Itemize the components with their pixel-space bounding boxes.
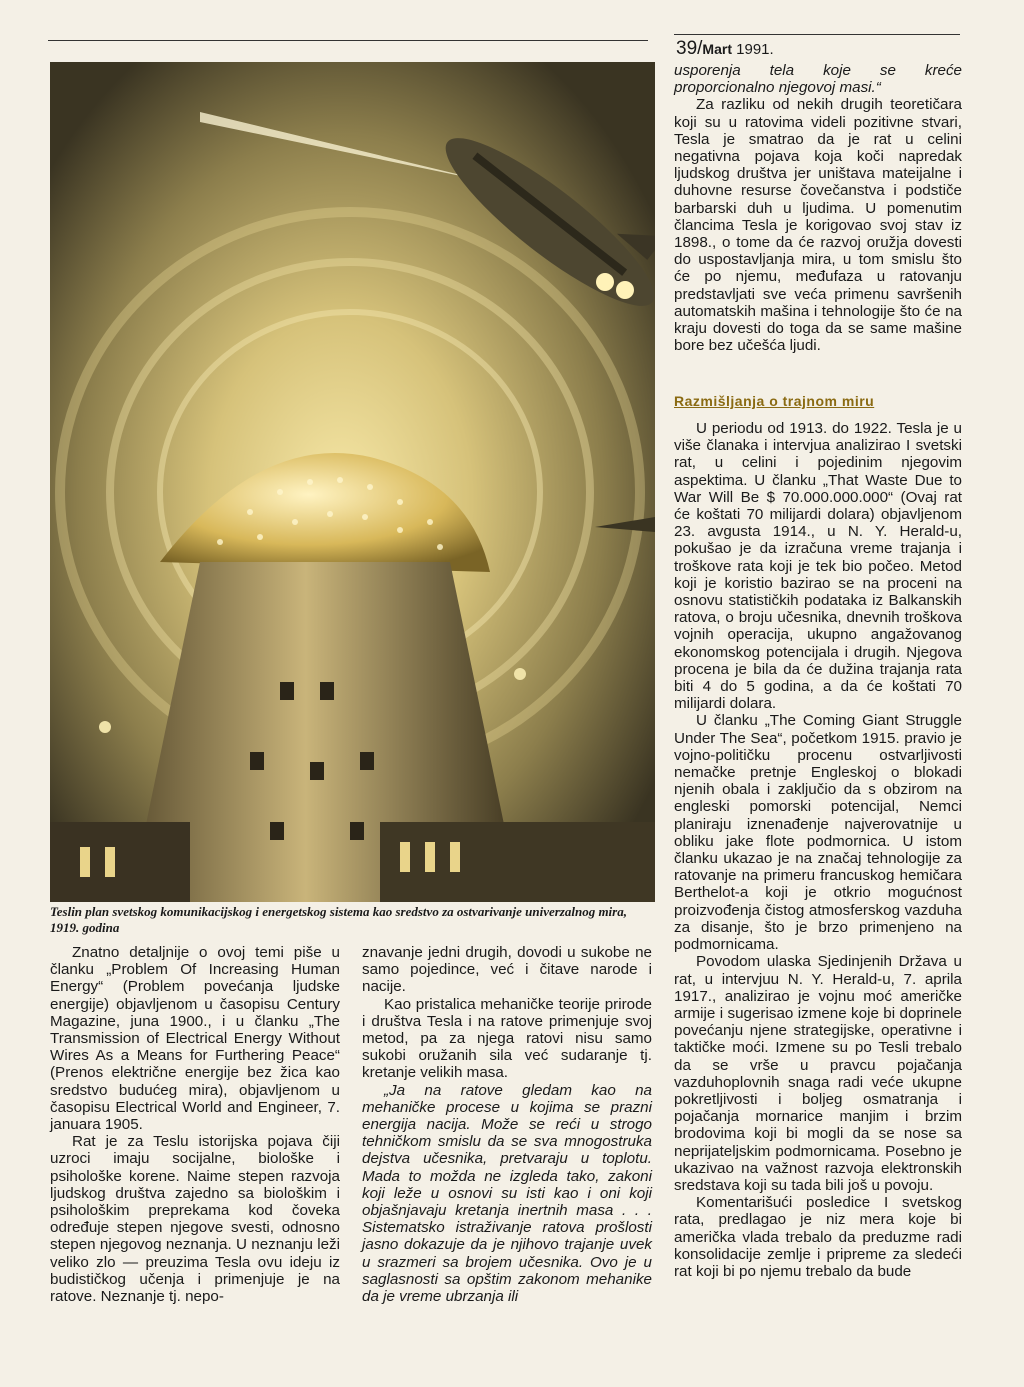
article-column-3-top bbox=[674, 62, 962, 354]
paragraph: Kao pristalica mehaničke teorije prirode i društva Tesla i na ratove primenjuje svoj metod, pa za njega ratovi nisu samo sukobi oružanih sila već sudaranje tj. kretanje velikih masa. bbox=[362, 995, 652, 1082]
paragraph: U članku „The Coming Giant Struggle Under The Sea“, početkom 1915. pravio je vojno-političku procenu ostvarljivosti nemačke pretnje Engleskoj o blokadi njenih obala i zaključio da s obzirom na engleski pomorski potencijal, Nemci planiraju iznenađenje najverovatnije u obliku jake flote podmornica. U istom članku ukazao je na značaj tehnologije za ratovanje na primeru francuskog hemičara Berthelot-a koji je otkrio mogućnost proizvođenja čistog atmosferskog vazduha za disanje, što je brzo primenjeno na podmornicama. bbox=[674, 712, 962, 954]
header-rule-left bbox=[48, 40, 648, 41]
paragraph: Za razliku od nekih drugih teoretičara koji su u ratovima videli pozitivne stvari, Tesla je smatrao da je rat u celini negativna pojava koja koči napredak ljudskog društva jer uništava mateijalne i duhovne resurse čovečanstva i podstiče barbarski duh u ljudima. U pomenutim člancima Tesla je korigovao svoj stav iz 1898., o tome da će razvoj oružja dovesti do uspostavljanja mira, u tom smislu što će po njemu, međufaza u ratovanju predstavljati sve veća primenu savršenih automatskih mašina i tehnologije što će na kraju dovesti do toga da se same mašine bore bez učešća ljudi. bbox=[674, 96, 962, 355]
paragraph: Znatno detaljnije o ovoj temi piše u članku „Problem Of Increasing Human Energy“ (Problem povećanja ljudske energije) objavljenom u časopisu Century Magazine, juna 1900., i u članku „The Transmission of Electrical Energy Without Wires As a Means for Furthering Peace“ (Prenos električne energije bez žica kao sredstvo budućeg mira), objavljenom u časopisu Electrical World and Engineer, 7. januara 1905. bbox=[50, 944, 340, 1134]
illustration-artwork bbox=[50, 62, 655, 902]
article-column-3-bottom bbox=[674, 420, 962, 1280]
tesla-quote: „Ja na ratove gledam kao na mehaničke procese u kojima se prazni energija nacija. Može se reći u strogo tehničkom smislu da se sva mnogostruka dejstva učesnika, pretvaraju u toplotu. Mada to možda ne izgleda tako, zakoni koji leže u osnovi su isti kao i oni koji objašnjavaju kretanja inertnih masa . . . Sistematsko istraživanje ratova prošlosti jasno dokazuje da je njihovo trajanje uvek u srazmeri sa brojem učesnika. Ovo je u saglasnosti sa opštim zakonom mehanike da je vreme ubrzanja ili bbox=[362, 1081, 652, 1306]
paragraph: znavanje jedni drugih, dovodi u sukobe ne samo pojedince, već i čitave narode i nacije. bbox=[362, 944, 652, 996]
paragraph: Komentarišući posledice I svetskog rata, predlagao je niz mera koje bi američka vlada trebalo da preduzme radi konsolidacije zemlje i pripreme za sledeći rat koji bi po njemu trebalo da bude bbox=[674, 1194, 962, 1280]
paragraph: Povodom ulaska Sjedinjenih Država u rat, u intervjuu N. Y. Herald-u, 7. aprila 1917., analizirao je vojnu moć američke armije i sugerisao izmene koje bi doprinele povećanju njene strategijske, operativne i taktičke moći. Izmene su po Tesli trebalo da se vrše u pravcu pojačanja vazduhoplovnih snaga radi veće ukupne pokretljivosti i boljeg osmatranja i pojačanja mornarice manjim i brzim brodovima koji bi mogli da se nose sa neprijateljskim podmornicama. Posebno je ukazivao na važnost razvoja elektronskih sredstava koji su tada bili još u povoju. bbox=[674, 953, 962, 1194]
issue-year: 1991. bbox=[736, 41, 774, 58]
paragraph: U periodu od 1913. do 1922. Tesla je u više članaka i intervjua analizirao I svetski rat, u celini i pojedinim njegovim aspektima. U članku „That Waste Due to War Will Be $ 70.000.000.000“ (Ovaj rat će koštati 70 milijardi dolara) objavljenom 23. avgusta 1914., u N. Y. Herald-u, pokušao je da izračuna vreme trajanja i troškove rata koji je tek bio počeo. Metod koji je koristio bazirao se na proceni na osnovu statističkih podataka iz Balkanskih ratova, o broju učesnika, dnevnih troškova vojnih operacija, ukupno angažovanog ekonomskog potencijala i drugih. Njegova procena je bila da će dužina trajanja rata biti 4 do 5 godina, a da će koštati 70 milijardi dolara. bbox=[674, 420, 962, 713]
tesla-quote-end: usporenja tela koje se kreće proporcionalno njegovoj masi.“ bbox=[674, 62, 962, 97]
issue-month: Mart bbox=[702, 41, 732, 57]
page-number: 39/ bbox=[676, 38, 703, 59]
tesla-tower-illustration bbox=[50, 62, 655, 902]
page-header bbox=[676, 38, 774, 60]
paragraph: Rat je za Teslu istorijska pojava čiji uzroci imaju socijalne, biološke i psihološke korene. Naime stepen razvoja ljudskog društva zajedno sa biološkim i psihološkim preprekama kod čoveka određuje stepen njegove svesti, odnosno stepen njegovog neznanja. U neznanju leži veliko zlo — preuzima Tesla ovu ideju iz budističkog učenja i primenjuje je na ratove. Neznanje tj. nepo- bbox=[50, 1133, 340, 1306]
article-column-2 bbox=[362, 944, 652, 1305]
header-rule-right bbox=[674, 34, 960, 35]
section-subheading: Razmišljanja o trajnom miru bbox=[674, 393, 875, 409]
illustration-caption: Teslin plan svetskog komunikacijskog i energetskog sistema kao sredstvo za ostvarivanje univerzalnog mira, 1919. godina bbox=[50, 904, 627, 935]
article-column-1 bbox=[50, 944, 340, 1305]
